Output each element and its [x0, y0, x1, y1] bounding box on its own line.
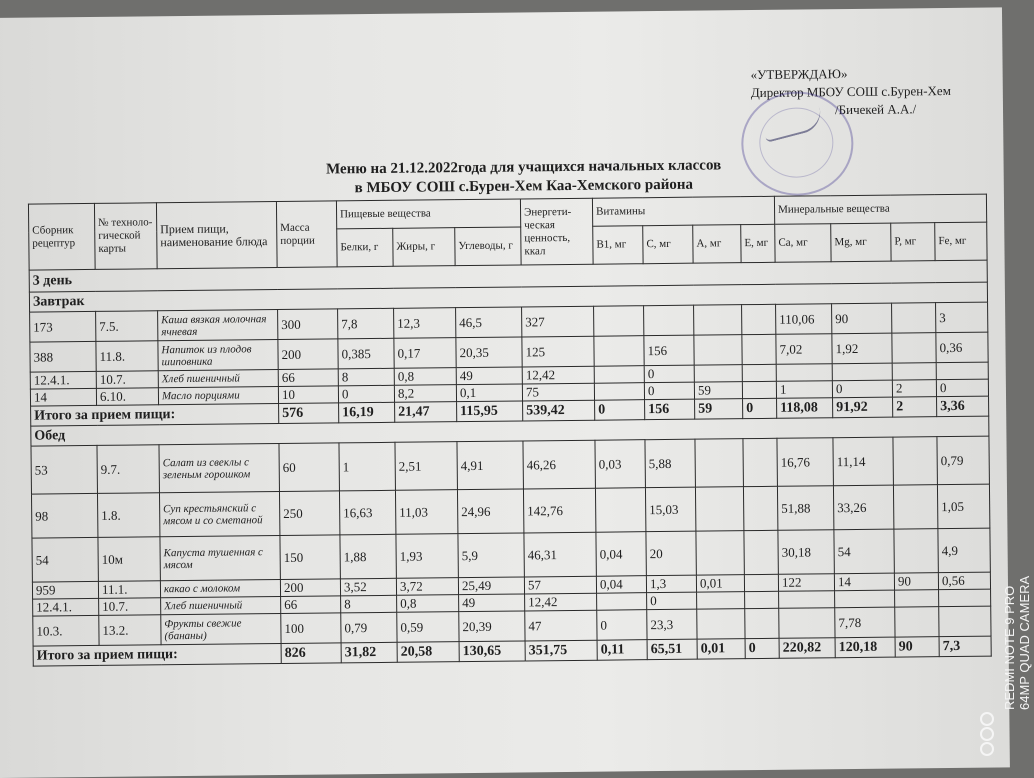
header-protein: Белки, г: [337, 228, 393, 267]
header-energy: Энергети- ческая ценность, ккал: [520, 198, 593, 265]
cell: 11.8.: [96, 341, 158, 372]
cell: 0,03: [595, 440, 645, 489]
cell: [892, 363, 936, 380]
cell: 1,92: [832, 333, 892, 364]
approval-heading: «УТВЕРЖДАЮ»: [750, 66, 848, 83]
cell: 1: [776, 381, 832, 399]
cell: [742, 304, 776, 334]
cell: 0,17: [394, 338, 456, 369]
cell: 0,8: [397, 595, 459, 613]
cell: 0,8: [394, 368, 456, 386]
cell: 0,11: [597, 640, 647, 661]
cell: 200: [280, 579, 340, 597]
cell: 3,36: [937, 396, 989, 417]
menu-table: [28, 194, 992, 667]
cell: [697, 592, 745, 610]
dish-name: какао с молоком: [160, 580, 280, 598]
cell: 120,18: [835, 637, 895, 658]
header-fat: Жиры, г: [393, 228, 455, 267]
cell: 7,78: [835, 607, 895, 638]
header-calcium: Са, мг: [775, 224, 831, 263]
cell: 60: [279, 443, 339, 492]
cell: [892, 303, 936, 333]
cell: 54: [834, 529, 894, 574]
cell: [695, 439, 744, 488]
cell: 1,3: [646, 575, 696, 593]
cell: [597, 593, 647, 611]
cell: 0: [597, 610, 647, 641]
cell: 0,79: [341, 612, 397, 643]
cell: 11,14: [833, 437, 893, 486]
cell: 90: [894, 573, 938, 590]
cell: 46,31: [524, 532, 596, 577]
cell: 1.8.: [97, 493, 159, 538]
cell: [895, 607, 939, 637]
title-line-1: Меню на 21.12.2022года для учащихся начальных классов: [325, 157, 722, 178]
cell: [697, 609, 745, 640]
cell: 49: [456, 367, 522, 385]
cell: [744, 574, 778, 591]
cell: [695, 487, 743, 532]
dish-name: Каша вязкая молочная ячневая: [158, 310, 278, 341]
cell: 30,18: [778, 530, 834, 575]
cell: 250: [279, 491, 339, 536]
cell: 54: [32, 537, 98, 582]
cell: 3,52: [340, 578, 396, 596]
document-sheet: [0, 7, 1010, 778]
cell: 10.7.: [96, 371, 158, 389]
cell: 220,82: [779, 638, 835, 659]
cell: [742, 334, 776, 364]
title-line-2: в МБОУ СОШ с.Бурен-Хем Каа-Хемского района: [354, 176, 694, 197]
cell: 5,88: [645, 439, 695, 488]
cell: 1,88: [340, 534, 396, 579]
cell: 1: [339, 442, 395, 491]
header-tech-card: № техноло- гической карты: [94, 203, 157, 270]
cell: [939, 589, 991, 607]
cell: 0: [647, 592, 697, 610]
cell: 3,72: [396, 578, 458, 596]
cell: 15,03: [645, 487, 695, 532]
cell: 91,92: [833, 397, 893, 418]
cell: 12,42: [522, 366, 594, 384]
cell: 21,47: [395, 402, 457, 423]
dish-name: Хлеб пшеничный: [161, 597, 281, 615]
cell: 11,03: [395, 490, 457, 535]
cell: 7.5.: [96, 311, 158, 342]
cell: 13.2.: [99, 615, 161, 646]
approval-signature-name: /Бичекей А.А./: [834, 101, 917, 118]
cell: 115,95: [457, 401, 523, 422]
header-vitamins: Витамины: [592, 196, 774, 226]
cell: 0,56: [938, 572, 990, 590]
document-title: [294, 156, 754, 199]
cell: 327: [522, 306, 594, 337]
dish-name: Фрукты свежие (бананы): [161, 614, 281, 645]
cell: [745, 591, 779, 608]
cell: 16,63: [339, 490, 395, 535]
cell: 0,04: [596, 532, 646, 577]
cell: 7,3: [939, 636, 991, 657]
cell: 66: [278, 369, 338, 387]
cell: 2: [893, 397, 937, 417]
cell: 0,04: [596, 576, 646, 594]
cell: 5,9: [458, 533, 524, 578]
cell: [894, 529, 938, 573]
header-b1: В1, мг: [593, 226, 643, 265]
cell: 20,39: [459, 611, 525, 642]
cell: 100: [281, 613, 341, 644]
cell: 1,93: [396, 534, 458, 579]
cell: 12,3: [394, 308, 456, 339]
cell: [892, 333, 936, 363]
watermark-text: [1002, 514, 1034, 710]
cell: 20: [646, 531, 696, 576]
cell: [595, 488, 645, 533]
header-magnesium: Mg, мг: [831, 223, 891, 262]
cell: 7,02: [776, 334, 832, 365]
cell: 2,51: [395, 442, 457, 491]
cell: 8: [338, 368, 394, 386]
camera-watermark: [1000, 514, 1032, 760]
cell: 90: [895, 637, 939, 657]
cell: 142,76: [523, 488, 595, 533]
breakfast-label: Завтрак: [29, 282, 987, 312]
cell: 33,26: [833, 485, 893, 530]
cell: 14: [30, 388, 96, 406]
cell: 0,01: [696, 575, 744, 593]
lunch-label: Обед: [31, 416, 989, 446]
cell: 0: [644, 365, 694, 383]
cell: 12.4.1.: [33, 598, 99, 616]
cell: [644, 305, 694, 336]
cell: 0,59: [397, 612, 459, 643]
dish-name: Масло порциями: [158, 387, 278, 405]
cell: 51,88: [777, 486, 833, 531]
cell: [594, 336, 644, 367]
cell: [832, 363, 892, 381]
cell: 300: [278, 309, 338, 340]
cell: 8,2: [394, 385, 456, 403]
dish-name: Салат из свеклы с зеленым горошком: [159, 444, 279, 493]
cell: 200: [278, 339, 338, 370]
total-label: Итого за прием пищи:: [31, 404, 279, 427]
cell: 0: [338, 385, 394, 403]
cell: 0: [644, 382, 694, 400]
cell: 826: [281, 643, 341, 664]
cell: 47: [525, 610, 597, 641]
cell: [893, 485, 937, 529]
cell: 0: [595, 400, 645, 421]
cell: 1,05: [937, 484, 989, 529]
header-vitamin-c: С, мг: [643, 225, 693, 264]
cell: 0: [832, 380, 892, 398]
cell: 98: [31, 493, 97, 538]
cell: [779, 591, 835, 609]
cell: 576: [279, 403, 339, 424]
cell: [696, 531, 744, 576]
cell: 130,65: [459, 641, 525, 662]
cell: 59: [694, 382, 742, 400]
cell: 0,385: [338, 338, 394, 369]
cell: [743, 486, 777, 530]
cell: 4,9: [938, 528, 990, 573]
header-meal-name: Прием пищи, наименование блюда: [156, 202, 277, 269]
cell: 0,36: [936, 332, 988, 363]
cell: 46,5: [456, 307, 522, 338]
cell: 0: [745, 638, 779, 658]
cell: [835, 590, 895, 608]
cell: [779, 608, 835, 639]
header-nutrients: Пищевые вещества: [336, 199, 520, 229]
header-iron: Fe, мг: [935, 222, 987, 261]
cell: 351,75: [525, 640, 597, 661]
cell: [742, 381, 776, 398]
cell: 14: [834, 573, 894, 591]
cell: 156: [645, 399, 695, 420]
cell: 6.10.: [96, 388, 158, 406]
watermark-line-2: 64MP QUAD CAMERA: [1017, 575, 1032, 710]
cell: 16,19: [339, 402, 395, 423]
cell: 125: [522, 336, 594, 367]
cell: 25,49: [458, 577, 524, 595]
cell: 10.3.: [33, 615, 99, 646]
cell: 11.1.: [98, 581, 160, 599]
cell: 150: [280, 535, 340, 580]
cell: [594, 383, 644, 401]
cell: 46,26: [523, 440, 595, 489]
cell: 388: [30, 341, 96, 372]
cell: 49: [459, 594, 525, 612]
approval-director: Директор МБОУ СОШ с.Бурен-Хем: [750, 82, 951, 101]
header-carbs: Углеводы, г: [455, 227, 521, 266]
cell: [893, 437, 938, 485]
cell: 173: [30, 311, 96, 342]
cell: 7,8: [338, 308, 394, 339]
cell: 10м: [98, 537, 160, 582]
cell: 59: [695, 399, 743, 420]
cell: 4,91: [457, 441, 524, 490]
header-minerals: Минеральные вещества: [774, 194, 986, 224]
cell: 10: [278, 386, 338, 404]
cell: 20,35: [456, 337, 522, 368]
cell: 8: [341, 595, 397, 613]
cell: 0,1: [456, 384, 522, 402]
cell: 24,96: [457, 489, 523, 534]
cell: 9.7.: [97, 445, 159, 494]
cell: 90: [832, 303, 892, 334]
day-label: 3 день: [29, 260, 987, 292]
dish-name: Хлеб пшеничный: [158, 370, 278, 388]
cell: 23,3: [647, 609, 697, 640]
cell: [895, 590, 939, 607]
cell: 3: [936, 302, 988, 333]
cell: 75: [522, 383, 594, 401]
cell: 0,79: [937, 436, 990, 485]
cell: 12,42: [525, 593, 597, 611]
camera-lens-icon: [980, 712, 996, 756]
cell: [743, 438, 778, 486]
cell: 539,42: [523, 400, 595, 421]
dish-name: Напиток из плодов шиповника: [158, 340, 278, 371]
header-vitamin-a: А, мг: [693, 225, 741, 264]
official-stamp: [741, 91, 854, 196]
cell: 66: [281, 596, 341, 614]
dish-name: Капуста тушенная с мясом: [160, 536, 280, 581]
cell: 110,06: [776, 304, 832, 335]
cell: 16,76: [777, 438, 833, 487]
cell: [694, 305, 742, 336]
header-vitamin-e: Е, мг: [741, 224, 775, 262]
cell: 10.7.: [99, 598, 161, 616]
cell: [776, 364, 832, 382]
watermark-line-1: REDMI NOTE 9 PRO: [1002, 585, 1017, 710]
cell: 65,51: [647, 639, 697, 660]
cell: 0: [743, 398, 777, 418]
cell: [694, 335, 742, 366]
cell: 0: [936, 379, 988, 397]
cell: [939, 606, 991, 637]
cell: [745, 608, 779, 638]
cell: 53: [31, 445, 97, 494]
cell: 57: [524, 576, 596, 594]
cell: [936, 362, 988, 380]
header-portion: Масса порции: [276, 201, 337, 268]
dish-name: Суп крестьянский с мясом и со сметаной: [159, 492, 279, 537]
total-label: Итого за прием пищи:: [33, 644, 281, 667]
cell: 156: [644, 335, 694, 366]
cell: 20,58: [397, 642, 459, 663]
cell: [742, 364, 776, 381]
header-phosphorus: Р, мг: [891, 223, 935, 261]
cell: [594, 366, 644, 384]
cell: 118,08: [777, 398, 833, 419]
cell: 122: [778, 574, 834, 592]
cell: 2: [892, 380, 936, 397]
cell: 0,01: [697, 639, 745, 660]
cell: 959: [32, 581, 98, 599]
cell: [694, 365, 742, 383]
header-recipe-book: Сборник рецептур: [28, 203, 95, 270]
cell: [744, 530, 778, 574]
cell: [594, 306, 644, 337]
cell: 31,82: [341, 642, 397, 663]
cell: 12.4.1.: [30, 371, 96, 389]
